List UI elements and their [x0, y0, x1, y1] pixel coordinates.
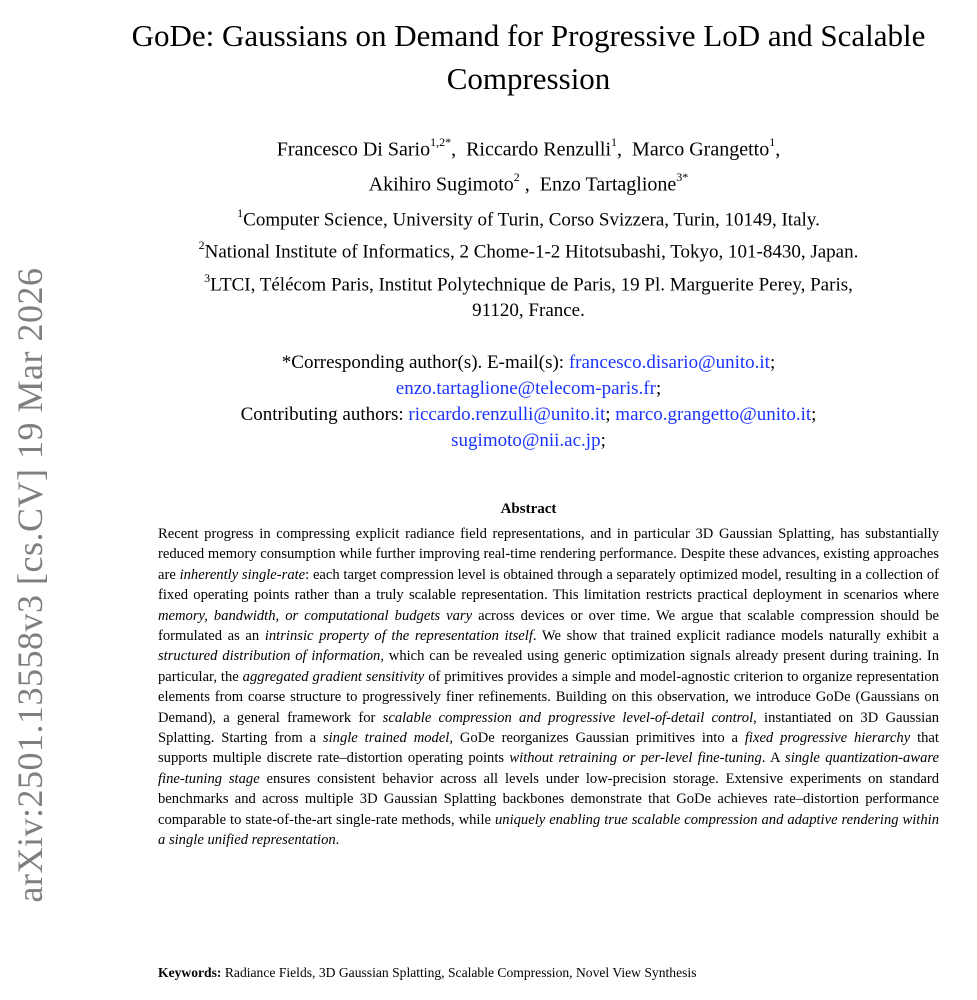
- author-row-2: [80, 165, 977, 200]
- abstract-text-run: . We show that trained explicit radiance models naturally exhibit a: [532, 628, 939, 645]
- abstract-text-run: , GoDe reorganizes Gaussian primitives into a: [449, 730, 745, 747]
- abstract-text-run: ensures consistent behavior across all levels under low-precision storage. Extensive experiments on standard benchmarks and across multiple 3D Gaussian Splatting backbones demonstrate that GoDe achieves rate–distortion performance comparable to state-of-the-art single-rate methods, while: [158, 770, 939, 828]
- affiliation-item: [80, 298, 977, 324]
- author-separator: ,: [775, 138, 781, 161]
- abstract-text-run: Recent progress in compressing explicit radiance field representations, and in particular 3D Gaussian Splatting, has substantially reduced memory consumption while further improving real-time rendering performance. Despite these advances, existing approaches are: [158, 526, 939, 583]
- abstract-text-run: that supports multiple discrete rate–distortion operating points: [158, 730, 939, 767]
- keywords-line: [158, 964, 939, 982]
- author-affiliation-marker: 3*: [676, 169, 689, 184]
- affiliation-item: [80, 266, 977, 298]
- abstract-emphasis: inherently single-rate: [179, 566, 306, 583]
- affiliation-marker: 3: [204, 270, 211, 285]
- email-link-disario[interactable]: francesco.disario@unito.it: [568, 352, 770, 373]
- arxiv-stamp-text: arXiv:2501.13558v3 [cs.CV] 19 Mar 2026: [10, 267, 50, 903]
- abstract-emphasis: scalable compression and progressive level-of-detail control: [382, 709, 754, 726]
- contributing-label: Contributing authors:: [240, 404, 404, 425]
- affiliation-item: [80, 233, 977, 265]
- corresponding-row-1: [80, 350, 977, 376]
- affiliation-list: [80, 201, 977, 324]
- affiliation-text: National Institute of Informatics, 2 Chome-1-2 Hitotsubashi, Tokyo, 101-8430, Japan.: [204, 241, 859, 263]
- email-link-grangetto[interactable]: marco.grangetto@unito.it: [615, 404, 812, 425]
- abstract-emphasis: memory, bandwidth, or computational budgets vary: [158, 607, 473, 624]
- contributing-row-1: [80, 402, 977, 428]
- author-separator: ,: [519, 173, 530, 196]
- abstract-paragraph: [158, 524, 939, 851]
- author-separator: ,: [451, 138, 457, 161]
- author-name: Francesco Di Sario: [276, 138, 431, 161]
- email-separator: ;: [655, 378, 662, 399]
- arxiv-identifier-stamp: [0, 245, 60, 925]
- author-list: [80, 130, 977, 199]
- affiliation-text: Computer Science, University of Turin, Corso Svizzera, Turin, 10149, Italy.: [243, 209, 820, 231]
- abstract-text-run: across devices or over time. We argue that scalable compression should be formulated as an: [158, 607, 939, 645]
- author-name: Akihiro Sugimoto: [368, 173, 514, 196]
- abstract-text-run: , instantiated on 3D Gaussian Splatting. Starting from a: [158, 709, 939, 747]
- paper-title-line-2: Compression: [446, 61, 611, 96]
- corresponding-label: *Corresponding author(s). E-mail(s):: [281, 352, 565, 373]
- corresponding-row-2: [80, 376, 977, 402]
- abstract-emphasis: without retraining or per-level fine-tuning: [509, 750, 762, 767]
- author-name: Marco Grangetto: [632, 138, 770, 161]
- abstract-body: [158, 524, 939, 851]
- author-row-1: [80, 130, 977, 165]
- abstract-emphasis: single trained model: [322, 730, 450, 747]
- email-link-tartaglione[interactable]: enzo.tartaglione@telecom-paris.fr: [395, 378, 656, 399]
- affiliation-marker: 1: [237, 206, 244, 220]
- affiliation-text: LTCI, Télécom Paris, Institut Polytechnique de Paris, 19 Pl. Marguerite Perey, Paris,: [210, 273, 853, 295]
- email-link-renzulli[interactable]: riccardo.renzulli@unito.it: [408, 404, 606, 425]
- abstract-emphasis: uniquely enabling true scalable compression and adaptive rendering within a single unified representation: [158, 811, 939, 849]
- abstract-text-run: , which can be revealed using generic optimization signals already present during training. In particular, the: [158, 648, 939, 685]
- author-separator: ,: [617, 138, 623, 161]
- abstract-emphasis: fixed progressive hierarchy: [744, 730, 911, 747]
- email-separator: ;: [769, 352, 776, 373]
- paper-title-line-1: GoDe: Gaussians on Demand for Progressive LoD and Scalable: [131, 18, 926, 53]
- abstract-emphasis: aggregated gradient sensitivity: [242, 668, 425, 685]
- email-link-sugimoto[interactable]: sugimoto@nii.ac.jp: [451, 430, 601, 451]
- email-separator: ;: [811, 404, 817, 425]
- author-affiliation-marker: 1: [769, 135, 776, 149]
- abstract-emphasis: intrinsic property of the representation itself: [264, 628, 533, 645]
- paper-title: [80, 14, 977, 100]
- affiliation-marker: 2: [198, 238, 205, 253]
- abstract-text-run: .: [335, 832, 340, 849]
- abstract-text-run: . A: [761, 750, 786, 767]
- author-affiliation-marker: 1: [611, 135, 618, 149]
- keywords-label: Keywords:: [158, 965, 222, 980]
- author-affiliation-marker: 2: [513, 169, 520, 184]
- abstract-emphasis: single quantization-aware fine-tuning stage: [158, 750, 939, 787]
- contributing-row-2: [80, 428, 977, 454]
- affiliation-text: 91120, France.: [472, 299, 585, 321]
- abstract-emphasis: structured distribution of information: [158, 648, 381, 665]
- email-separator: ;: [605, 404, 611, 425]
- abstract-text-run: : each target compression level is obtained through a separately optimized model, resulting in a collection of fixed operating points rather than a truly scalable representation. This limitation restricts practical deployment in scenarios where: [158, 566, 939, 604]
- author-name: Riccardo Renzulli: [466, 138, 612, 161]
- abstract-heading: Abstract: [500, 501, 557, 517]
- abstract-text-run: of primitives provides a simple and model-agnostic criterion to organize representation elements from coarse structure to progressively finer refinements. Building on this observation, we introduce GoDe (Gaussians on Demand), a general framework for: [158, 668, 939, 726]
- email-separator: ;: [600, 430, 606, 451]
- contact-block: [80, 350, 977, 454]
- author-affiliation-marker: 1,2*: [430, 135, 452, 149]
- author-name: Enzo Tartaglione: [539, 173, 677, 196]
- keywords-text: Radiance Fields, 3D Gaussian Splatting, Scalable Compression, Novel View Synthesis: [224, 965, 697, 980]
- affiliation-item: [80, 201, 977, 233]
